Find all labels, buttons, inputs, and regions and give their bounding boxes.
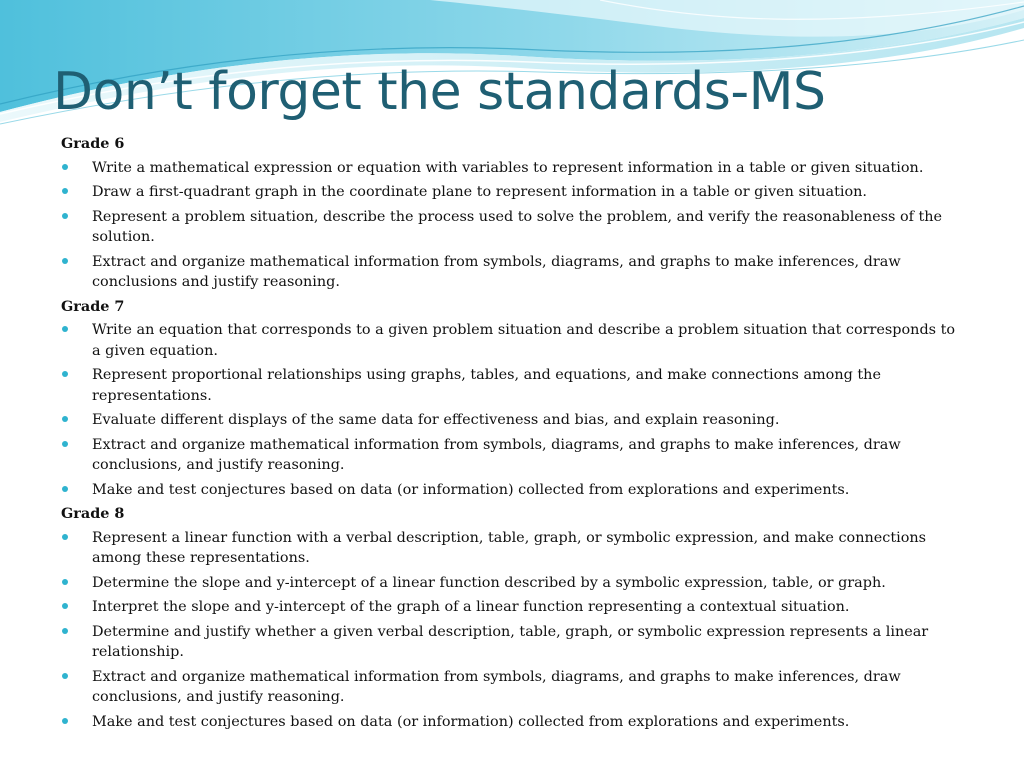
- list-item-text: Interpret the slope and y-intercept of the graph of a linear function representing a contextual situation.: [92, 599, 850, 615]
- standards-list: [61, 158, 961, 293]
- list-item: [61, 528, 961, 569]
- bullet-icon: [62, 188, 68, 194]
- bullet-icon: [62, 258, 68, 264]
- bullet-icon: [62, 213, 68, 219]
- list-item-text: Determine and justify whether a given verbal description, table, graph, or symbolic expression represents a linear relationship.: [92, 623, 929, 660]
- grade-heading: Grade 8: [61, 505, 125, 522]
- list-item: [61, 252, 961, 293]
- list-item: [61, 158, 961, 179]
- list-item: [61, 182, 961, 203]
- grade-heading: Grade 6: [61, 135, 125, 152]
- list-item: [61, 712, 961, 733]
- standards-content: [61, 134, 961, 736]
- bullet-icon: [62, 164, 68, 170]
- list-item: [61, 410, 961, 431]
- grade-heading: Grade 7: [61, 297, 125, 315]
- bullet-icon: [62, 718, 68, 724]
- list-item: [61, 320, 961, 361]
- list-item-text: Make and test conjectures based on data (or information) collected from explorations and experiments.: [92, 713, 850, 730]
- list-item: [61, 435, 961, 476]
- bullet-icon: [62, 441, 68, 447]
- list-item-text: Write an equation that corresponds to a given problem situation and describe a problem situation that corresponds to a given equation.: [92, 322, 956, 359]
- list-item-text: Write a mathematical expression or equation with variables to represent information in a table or given situation.: [92, 159, 924, 176]
- list-item: [61, 573, 961, 594]
- list-item-text: Extract and organize mathematical information from symbols, diagrams, and graphs to make inferences, draw conclusions and justify reasoning.: [92, 253, 901, 290]
- bullet-icon: [62, 673, 68, 679]
- list-item-text: Represent proportional relationships using graphs, tables, and equations, and make connections among the representations.: [92, 367, 881, 404]
- bullet-icon: [62, 579, 68, 585]
- slide-title: Don’t forget the standards-MS: [53, 62, 826, 122]
- list-item: [61, 622, 961, 663]
- list-item-text: Extract and organize mathematical information from symbols, diagrams, and graphs to make inferences, draw conclusions, and justify reasoning.: [92, 668, 901, 705]
- standards-list: [61, 320, 961, 500]
- list-item-text: Determine the slope and y-intercept of a linear function described by a symbolic expression, table, or graph.: [92, 574, 886, 591]
- bullet-icon: [62, 416, 68, 422]
- bullet-icon: [62, 534, 68, 540]
- bullet-icon: [62, 486, 68, 492]
- bullet-icon: [62, 628, 68, 634]
- list-item-text: Make and test conjectures based on data (or information) collected from explorations and experiments.: [92, 481, 850, 498]
- list-item-text: Represent a problem situation, describe the process used to solve the problem, and verify the reasonableness of the solution.: [92, 208, 943, 245]
- list-item-text: Evaluate different displays of the same data for effectiveness and bias, and explain reasoning.: [92, 412, 780, 428]
- list-item: [61, 365, 961, 406]
- standards-list: [61, 528, 961, 733]
- bullet-icon: [62, 603, 68, 609]
- list-item-text: Draw a first-quadrant graph in the coordinate plane to represent information in a table or given situation.: [92, 184, 867, 200]
- list-item: [61, 207, 961, 248]
- bullet-icon: [62, 371, 68, 377]
- list-item-text: Extract and organize mathematical information from symbols, diagrams, and graphs to make inferences, draw conclusions, and justify reasoning.: [92, 436, 901, 473]
- list-item: [61, 667, 961, 708]
- list-item: [61, 597, 961, 618]
- list-item: [61, 480, 961, 501]
- list-item-text: Represent a linear function with a verbal description, table, graph, or symbolic expression, and make connections among these representations.: [92, 529, 927, 566]
- bullet-icon: [62, 326, 68, 332]
